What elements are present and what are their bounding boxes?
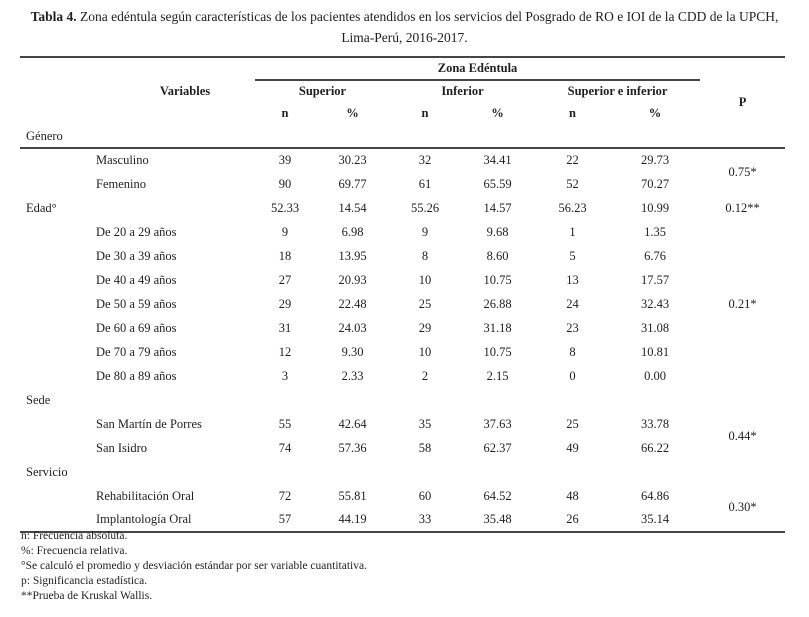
row-label: De 60 a 69 años [96,320,177,335]
cell-pct-superior: 14.54 [338,200,367,215]
table-row [20,412,785,436]
cell-pct-superior: 9.30 [341,344,364,359]
header-row-subgroups [20,80,785,102]
table-row [20,436,785,460]
table-row [20,148,785,172]
section-label: Género [20,125,785,148]
cell-pct-superior: 2.33 [341,368,364,383]
row-label: Femenino [96,176,146,191]
cell-n-inferior: 25 [418,296,432,311]
cell-n-superior: 27 [278,272,292,287]
p-value: 0.21* [728,296,757,311]
cell-n-inferior: 60 [418,488,432,503]
cell-pct-ambos: 17.57 [640,272,670,287]
cell-n-ambos: 48 [566,488,579,503]
empty-cell [700,388,785,412]
cell-pct-superior: 13.95 [338,248,367,263]
cell-n-inferior: 32 [418,153,432,167]
cell-pct-inferior: 26.88 [483,296,512,311]
cell-pct-inferior: 31.18 [483,320,512,335]
cell-n-ambos: 24 [566,296,579,311]
cell-pct-ambos: 66.22 [640,440,670,455]
column-header-superior: Superior [298,84,347,98]
header-row-group [20,57,785,80]
cell-n-superior: 52.33 [270,200,300,215]
section-row-sede [20,388,785,412]
cell-pct-inferior: 10.75 [483,272,512,287]
cell-n-superior: 57 [255,508,315,532]
cell-n-ambos: 0 [569,368,576,383]
cell-pct-inferior: 35.48 [460,508,535,532]
table-row [20,220,785,244]
cell-n-ambos: 56.23 [558,200,587,215]
cell-n-ambos: 26 [535,508,610,532]
data-table [20,56,785,533]
table-row [20,364,785,388]
cell-n-inferior: 35 [418,416,432,431]
cell-pct-inferior: 64.52 [483,488,512,503]
row-label: De 40 a 49 años [96,272,177,287]
cell-pct-superior: 44.19 [315,508,390,532]
measure-header-pct: % [648,106,662,120]
cell-pct-inferior: 14.57 [483,200,512,215]
cell-pct-ambos: 29.73 [640,153,670,167]
row-label: De 30 a 39 años [96,248,177,263]
cell-pct-superior: 42.64 [338,416,367,431]
cell-pct-ambos: 33.78 [640,416,670,431]
table-row [20,340,785,364]
row-label: De 20 a 29 años [96,224,177,239]
cell-n-ambos: 13 [566,272,579,287]
cell-n-superior: 9 [281,224,289,239]
table-row [20,244,785,268]
cell-n-ambos: 25 [566,416,579,431]
measure-header-n: n [421,106,429,120]
empty-cell [700,57,785,80]
cell-pct-ambos: 10.81 [640,344,670,359]
cell-pct-inferior: 65.59 [483,176,512,191]
cell-pct-superior: 57.36 [338,440,367,455]
table-row [20,316,785,340]
footnote-n: n: Frecuencia absoluta. [21,530,128,542]
cell-pct-superior: 20.93 [338,272,367,287]
cell-pct-ambos: 70.27 [640,176,670,191]
section-label: Edad° [26,200,57,215]
cell-pct-inferior: 2.15 [486,368,509,383]
section-row-servicio [20,460,785,484]
footnote-degree: °Se calculó el promedio y desviación estándar por ser variable cuantitativa. [21,560,367,572]
measure-header-n: n [569,106,576,120]
column-header-variables: Variables [159,83,211,98]
cell-n-inferior: 33 [390,508,460,532]
cell-pct-superior: 69.77 [338,176,367,191]
cell-n-inferior: 9 [421,224,429,239]
cell-n-superior: 55 [278,416,292,431]
p-value: 0.75* [728,165,757,179]
table-title-text: Zona edéntula según características de los pacientes atendidos en los servicios del Posgrado de RO e IOI de la CDD de la UPCH, Lima-Perú, 2016-2017. [76,9,779,45]
p-value: 0.44* [728,428,757,443]
cell-n-ambos: 22 [566,153,579,167]
footnotes [21,529,367,604]
cell-n-superior: 3 [281,368,289,383]
cell-pct-inferior: 8.60 [486,248,509,263]
table-row [20,484,785,508]
cell-n-inferior: 58 [418,440,432,455]
cell-pct-superior: 22.48 [338,296,367,311]
cell-pct-superior: 30.23 [338,153,367,167]
empty-cell [700,460,785,484]
cell-n-ambos: 23 [566,320,579,335]
cell-pct-superior: 55.81 [338,488,367,503]
p-value: 0.30* [700,484,785,532]
table-row [20,268,785,292]
measure-header-pct: % [346,106,359,120]
cell-pct-ambos: 1.35 [644,224,666,239]
row-label: De 80 a 89 años [96,368,177,383]
section-row-genero [20,125,785,148]
row-label: Masculino [96,153,149,167]
table-title [30,6,779,48]
cell-pct-ambos: 0.00 [644,368,666,383]
column-header-p: P [738,95,747,109]
measure-header-pct: % [491,106,504,120]
cell-n-ambos: 1 [569,224,576,239]
row-label: De 50 a 59 años [96,296,177,311]
row-label: Implantología Oral [20,508,255,532]
cell-n-superior: 74 [278,440,292,455]
row-label: San Isidro [96,440,148,455]
cell-n-inferior: 10 [418,344,432,359]
section-label: Sede [26,392,51,407]
footnote-pct: %: Frecuencia relativa. [21,545,128,557]
cell-n-superior: 29 [278,296,292,311]
table-row [20,172,785,196]
cell-pct-superior: 6.98 [341,224,364,239]
table-row [20,292,785,316]
p-value: 0.12** [725,200,760,215]
cell-n-inferior: 10 [418,272,432,287]
cell-pct-ambos: 6.76 [644,248,666,263]
measure-header-n: n [281,106,289,120]
section-label: Servicio [26,464,68,479]
cell-pct-inferior: 10.75 [483,344,512,359]
cell-n-inferior: 29 [418,320,432,335]
cell-pct-superior: 24.03 [338,320,367,335]
footnote-p: p: Significancia estadística. [21,575,148,587]
cell-pct-inferior: 37.63 [483,416,512,431]
section-row-edad [20,196,785,220]
cell-n-superior: 31 [278,320,292,335]
empty-cell [20,102,255,125]
cell-n-inferior: 8 [421,248,429,263]
cell-n-ambos: 8 [569,344,576,359]
table-title-prefix: Tabla 4. [30,9,77,24]
cell-n-inferior: 55.26 [410,200,440,215]
row-label: De 70 a 79 años [96,344,177,359]
row-label: Rehabilitación Oral [96,488,195,503]
cell-pct-inferior: 62.37 [483,440,512,455]
cell-n-ambos: 5 [569,248,576,263]
cell-n-ambos: 52 [566,176,579,191]
cell-pct-inferior: 34.41 [483,153,512,167]
empty-cell [20,57,255,80]
column-header-inferior: Inferior [441,84,484,98]
cell-pct-ambos: 10.99 [640,200,670,215]
cell-pct-inferior: 9.68 [486,224,509,239]
footnote-kruskal: **Prueba de Kruskal Wallis. [21,590,153,602]
cell-n-ambos: 49 [566,440,579,455]
cell-n-superior: 12 [278,344,292,359]
cell-pct-ambos: 32.43 [640,296,670,311]
cell-n-superior: 18 [278,248,292,263]
column-header-superior-e-inferior: Superior e inferior [567,84,668,98]
cell-pct-ambos: 35.14 [610,508,700,532]
header-row-measures [20,102,785,125]
group-header: Zona Edéntula [255,57,700,80]
cell-n-superior: 72 [278,488,292,503]
cell-pct-ambos: 64.86 [640,488,670,503]
row-label: San Martín de Porres [96,416,202,431]
cell-n-superior: 90 [278,176,292,191]
cell-n-superior: 39 [278,153,292,167]
cell-n-inferior: 2 [421,368,429,383]
cell-pct-ambos: 31.08 [640,320,670,335]
cell-n-inferior: 61 [418,176,432,191]
